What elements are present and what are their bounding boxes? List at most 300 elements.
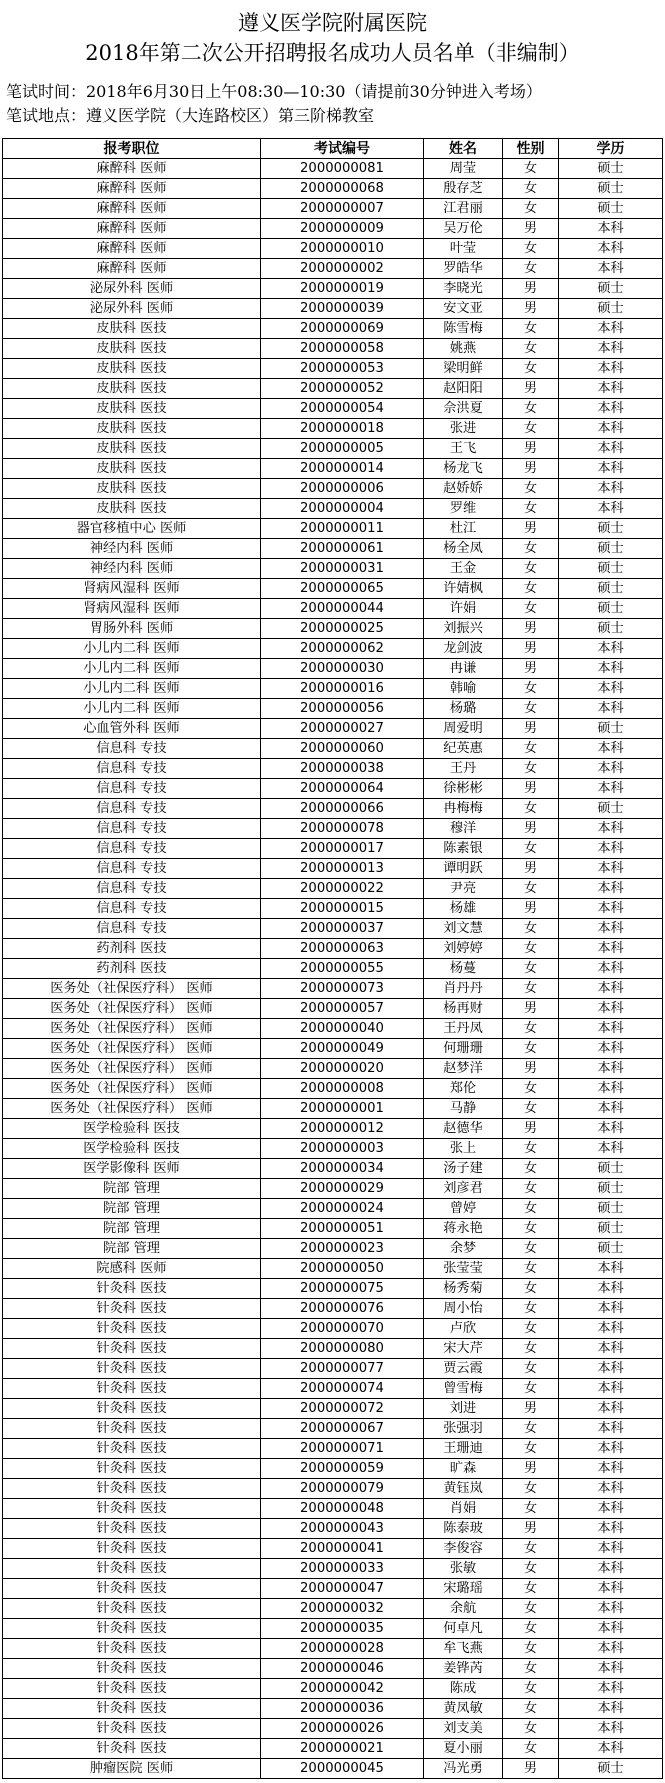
- cell-education: 硕士: [559, 539, 663, 559]
- cell-gender: 女: [503, 1099, 559, 1119]
- cell-name: 穆洋: [424, 819, 503, 839]
- cell-position: 针灸科 医技: [3, 1339, 261, 1359]
- cell-name: 赵梦洋: [424, 1059, 503, 1079]
- cell-gender: 女: [503, 1239, 559, 1259]
- table-row: [3, 1099, 663, 1119]
- table-row: [3, 259, 663, 279]
- cell-education: 本科: [559, 459, 663, 479]
- cell-exam-id: 2000000003: [261, 1139, 424, 1159]
- cell-position: 小儿内二科 医师: [3, 699, 261, 719]
- cell-name: 杨全凤: [424, 539, 503, 559]
- cell-exam-id: 2000000036: [261, 1699, 424, 1719]
- cell-education: 本科: [559, 499, 663, 519]
- cell-education: 硕士: [559, 1179, 663, 1199]
- cell-gender: 男: [503, 719, 559, 739]
- cell-gender: 女: [503, 699, 559, 719]
- table-row: [3, 1119, 663, 1139]
- table-row: [3, 1379, 663, 1399]
- cell-name: 王丹凤: [424, 1019, 503, 1039]
- cell-position: 皮肤科 医技: [3, 379, 261, 399]
- table-row: [3, 859, 663, 879]
- cell-gender: 女: [503, 1679, 559, 1699]
- cell-name: 王丹: [424, 759, 503, 779]
- cell-education: 本科: [559, 1439, 663, 1459]
- cell-position: 医务处（社保医疗科） 医师: [3, 999, 261, 1019]
- table-row: [3, 1699, 663, 1719]
- cell-education: 本科: [559, 1699, 663, 1719]
- cell-exam-id: 2000000057: [261, 999, 424, 1019]
- cell-gender: 女: [503, 1559, 559, 1579]
- cell-position: 针灸科 医技: [3, 1319, 261, 1339]
- cell-name: 夏小丽: [424, 1739, 503, 1759]
- cell-exam-id: 2000000045: [261, 1759, 424, 1779]
- cell-exam-id: 2000000017: [261, 839, 424, 859]
- cell-name: 陈泰玻: [424, 1519, 503, 1539]
- cell-education: 硕士: [559, 519, 663, 539]
- cell-exam-id: 2000000023: [261, 1239, 424, 1259]
- table-row: [3, 619, 663, 639]
- cell-position: 信息科 专技: [3, 839, 261, 859]
- cell-gender: 女: [503, 559, 559, 579]
- cell-name: 牟飞燕: [424, 1639, 503, 1659]
- table-row: [3, 1639, 663, 1659]
- cell-position: 信息科 专技: [3, 779, 261, 799]
- cell-gender: 男: [503, 859, 559, 879]
- cell-position: 皮肤科 医技: [3, 419, 261, 439]
- cell-position: 小儿内二科 医师: [3, 639, 261, 659]
- cell-exam-id: 2000000035: [261, 1619, 424, 1639]
- cell-position: 医务处（社保医疗科） 医师: [3, 1019, 261, 1039]
- cell-education: 本科: [559, 1579, 663, 1599]
- cell-gender: 女: [503, 1499, 559, 1519]
- cell-exam-id: 2000000078: [261, 819, 424, 839]
- cell-name: 罗皓华: [424, 259, 503, 279]
- cell-exam-id: 2000000060: [261, 739, 424, 759]
- cell-exam-id: 2000000062: [261, 639, 424, 659]
- table-row: [3, 179, 663, 199]
- cell-exam-id: 2000000005: [261, 439, 424, 459]
- cell-exam-id: 2000000050: [261, 1259, 424, 1279]
- cell-position: 泌尿外科 医师: [3, 279, 261, 299]
- cell-exam-id: 2000000007: [261, 199, 424, 219]
- cell-exam-id: 2000000025: [261, 619, 424, 639]
- table-row: [3, 159, 663, 179]
- cell-education: 本科: [559, 1099, 663, 1119]
- cell-name: 陈素银: [424, 839, 503, 859]
- header-education: 学历: [559, 139, 663, 159]
- table-row: [3, 599, 663, 619]
- cell-gender: 男: [503, 519, 559, 539]
- table-row: [3, 1299, 663, 1319]
- cell-education: 本科: [559, 1119, 663, 1139]
- table-row: [3, 1279, 663, 1299]
- cell-exam-id: 2000000030: [261, 659, 424, 679]
- cell-education: 本科: [559, 259, 663, 279]
- cell-gender: 女: [503, 239, 559, 259]
- cell-name: 许婧枫: [424, 579, 503, 599]
- cell-gender: 女: [503, 959, 559, 979]
- cell-name: 许娟: [424, 599, 503, 619]
- cell-position: 小儿内二科 医师: [3, 659, 261, 679]
- cell-education: 本科: [559, 839, 663, 859]
- cell-name: 王金: [424, 559, 503, 579]
- cell-exam-id: 2000000001: [261, 1099, 424, 1119]
- cell-name: 纪英惠: [424, 739, 503, 759]
- cell-name: 曾雪梅: [424, 1379, 503, 1399]
- cell-gender: 女: [503, 539, 559, 559]
- cell-position: 针灸科 医技: [3, 1379, 261, 1399]
- cell-position: 麻醉科 医师: [3, 239, 261, 259]
- cell-education: 硕士: [559, 1159, 663, 1179]
- cell-position: 医学检验科 医技: [3, 1139, 261, 1159]
- cell-name: 刘振兴: [424, 619, 503, 639]
- cell-exam-id: 2000000048: [261, 1499, 424, 1519]
- cell-position: 针灸科 医技: [3, 1719, 261, 1739]
- cell-position: 信息科 专技: [3, 799, 261, 819]
- cell-education: 本科: [559, 1259, 663, 1279]
- table-row: [3, 1719, 663, 1739]
- cell-name: 张上: [424, 1139, 503, 1159]
- cell-exam-id: 2000000012: [261, 1119, 424, 1139]
- cell-exam-id: 2000000067: [261, 1419, 424, 1439]
- cell-position: 医务处（社保医疗科） 医师: [3, 979, 261, 999]
- cell-position: 皮肤科 医技: [3, 499, 261, 519]
- table-row: [3, 559, 663, 579]
- cell-exam-id: 2000000039: [261, 299, 424, 319]
- cell-gender: 女: [503, 799, 559, 819]
- cell-education: 本科: [559, 1599, 663, 1619]
- cell-name: 陈成: [424, 1679, 503, 1699]
- cell-exam-id: 2000000058: [261, 339, 424, 359]
- cell-position: 肾病风湿科 医师: [3, 579, 261, 599]
- cell-position: 针灸科 医技: [3, 1499, 261, 1519]
- cell-education: 本科: [559, 1319, 663, 1339]
- cell-position: 皮肤科 医技: [3, 439, 261, 459]
- cell-education: 本科: [559, 359, 663, 379]
- cell-name: 杨雄: [424, 899, 503, 919]
- cell-education: 本科: [559, 1399, 663, 1419]
- cell-position: 针灸科 医技: [3, 1739, 261, 1759]
- cell-name: 刘进: [424, 1399, 503, 1419]
- cell-exam-id: 2000000016: [261, 679, 424, 699]
- table-row: [3, 1219, 663, 1239]
- table-row: [3, 1019, 663, 1039]
- table-row: [3, 659, 663, 679]
- table-row: [3, 1459, 663, 1479]
- cell-gender: 女: [503, 739, 559, 759]
- cell-position: 针灸科 医技: [3, 1419, 261, 1439]
- cell-exam-id: 2000000021: [261, 1739, 424, 1759]
- cell-education: 本科: [559, 339, 663, 359]
- table-row: [3, 1539, 663, 1559]
- cell-education: 硕士: [559, 299, 663, 319]
- cell-education: 本科: [559, 1499, 663, 1519]
- cell-position: 皮肤科 医技: [3, 399, 261, 419]
- cell-name: 刘支美: [424, 1719, 503, 1739]
- cell-position: 院部 管理: [3, 1199, 261, 1219]
- cell-exam-id: 2000000038: [261, 759, 424, 779]
- cell-position: 针灸科 医技: [3, 1399, 261, 1419]
- cell-exam-id: 2000000011: [261, 519, 424, 539]
- cell-position: 医务处（社保医疗科） 医师: [3, 1079, 261, 1099]
- cell-name: 杨璐: [424, 699, 503, 719]
- table-row: [3, 1619, 663, 1639]
- cell-position: 信息科 专技: [3, 739, 261, 759]
- cell-exam-id: 2000000055: [261, 959, 424, 979]
- cell-exam-id: 2000000026: [261, 1719, 424, 1739]
- cell-position: 医学检验科 医技: [3, 1119, 261, 1139]
- cell-gender: 男: [503, 819, 559, 839]
- cell-name: 梁明鲜: [424, 359, 503, 379]
- cell-exam-id: 2000000070: [261, 1319, 424, 1339]
- cell-education: 本科: [559, 1039, 663, 1059]
- table-header-row: [3, 139, 663, 159]
- cell-position: 胃肠外科 医师: [3, 619, 261, 639]
- cell-position: 药剂科 医技: [3, 939, 261, 959]
- table-row: [3, 359, 663, 379]
- cell-education: 本科: [559, 479, 663, 499]
- table-row: [3, 639, 663, 659]
- cell-position: 针灸科 医技: [3, 1479, 261, 1499]
- cell-exam-id: 2000000041: [261, 1539, 424, 1559]
- cell-name: 谭明跃: [424, 859, 503, 879]
- cell-education: 本科: [559, 1619, 663, 1639]
- cell-exam-id: 2000000033: [261, 1559, 424, 1579]
- cell-education: 本科: [559, 1719, 663, 1739]
- applicant-table: [2, 138, 663, 1779]
- cell-position: 肿瘤医院 医师: [3, 1759, 261, 1779]
- cell-education: 本科: [559, 1079, 663, 1099]
- cell-name: 马静: [424, 1099, 503, 1119]
- table-row: [3, 439, 663, 459]
- cell-exam-id: 2000000068: [261, 179, 424, 199]
- cell-position: 医学影像科 医师: [3, 1159, 261, 1179]
- document-title-line2: 2018年第二次公开招聘报名成功人员名单（非编制）: [85, 41, 580, 65]
- table-row: [3, 519, 663, 539]
- cell-education: 本科: [559, 1739, 663, 1759]
- cell-exam-id: 2000000056: [261, 699, 424, 719]
- cell-education: 本科: [559, 1559, 663, 1579]
- table-row: [3, 839, 663, 859]
- cell-position: 针灸科 医技: [3, 1439, 261, 1459]
- header-gender: 性别: [503, 139, 559, 159]
- cell-exam-id: 2000000053: [261, 359, 424, 379]
- cell-exam-id: 2000000052: [261, 379, 424, 399]
- cell-education: 本科: [559, 1479, 663, 1499]
- cell-name: 叶莹: [424, 239, 503, 259]
- cell-exam-id: 2000000015: [261, 899, 424, 919]
- header-exam-id: 考试编号: [261, 139, 424, 159]
- cell-gender: 女: [503, 979, 559, 999]
- cell-name: 王飞: [424, 439, 503, 459]
- cell-gender: 女: [503, 199, 559, 219]
- cell-education: 本科: [559, 699, 663, 719]
- cell-education: 硕士: [559, 599, 663, 619]
- cell-exam-id: 2000000071: [261, 1439, 424, 1459]
- table-row: [3, 1059, 663, 1079]
- table-row: [3, 579, 663, 599]
- cell-gender: 女: [503, 919, 559, 939]
- table-row: [3, 1739, 663, 1759]
- cell-education: 本科: [559, 419, 663, 439]
- cell-education: 本科: [559, 1419, 663, 1439]
- cell-gender: 男: [503, 1459, 559, 1479]
- cell-exam-id: 2000000034: [261, 1159, 424, 1179]
- cell-gender: 女: [503, 1319, 559, 1339]
- cell-name: 宋大芹: [424, 1339, 503, 1359]
- cell-name: 汤子建: [424, 1159, 503, 1179]
- cell-position: 医务处（社保医疗科） 医师: [3, 1099, 261, 1119]
- cell-education: 本科: [559, 219, 663, 239]
- cell-exam-id: 2000000073: [261, 979, 424, 999]
- table-row: [3, 419, 663, 439]
- table-row: [3, 899, 663, 919]
- cell-exam-id: 2000000069: [261, 319, 424, 339]
- cell-name: 刘彦君: [424, 1179, 503, 1199]
- cell-gender: 男: [503, 899, 559, 919]
- cell-education: 本科: [559, 679, 663, 699]
- cell-name: 佘洪夏: [424, 399, 503, 419]
- cell-education: 硕士: [559, 199, 663, 219]
- table-row: [3, 1179, 663, 1199]
- cell-name: 罗维: [424, 499, 503, 519]
- cell-position: 皮肤科 医技: [3, 459, 261, 479]
- cell-position: 针灸科 医技: [3, 1299, 261, 1319]
- table-row: [3, 539, 663, 559]
- table-row: [3, 1199, 663, 1219]
- cell-position: 小儿内二科 医师: [3, 679, 261, 699]
- cell-position: 麻醉科 医师: [3, 219, 261, 239]
- cell-exam-id: 2000000020: [261, 1059, 424, 1079]
- table-row: [3, 1319, 663, 1339]
- cell-name: 李晓光: [424, 279, 503, 299]
- cell-gender: 男: [503, 1059, 559, 1079]
- cell-name: 何卓凡: [424, 1619, 503, 1639]
- cell-exam-id: 2000000054: [261, 399, 424, 419]
- cell-education: 本科: [559, 659, 663, 679]
- cell-position: 神经内科 医师: [3, 539, 261, 559]
- table-row: [3, 999, 663, 1019]
- cell-education: 本科: [559, 919, 663, 939]
- cell-name: 黄钰岚: [424, 1479, 503, 1499]
- cell-exam-id: 2000000006: [261, 479, 424, 499]
- cell-position: 麻醉科 医师: [3, 199, 261, 219]
- cell-gender: 男: [503, 219, 559, 239]
- cell-name: 张强羽: [424, 1419, 503, 1439]
- cell-name: 王珊迪: [424, 1439, 503, 1459]
- cell-gender: 女: [503, 1179, 559, 1199]
- cell-gender: 女: [503, 1539, 559, 1559]
- table-row: [3, 1239, 663, 1259]
- cell-education: 本科: [559, 1279, 663, 1299]
- table-row: [3, 1659, 663, 1679]
- cell-name: 何珊珊: [424, 1039, 503, 1059]
- cell-name: 肖娟: [424, 1499, 503, 1519]
- cell-position: 药剂科 医技: [3, 959, 261, 979]
- cell-name: 冉梅梅: [424, 799, 503, 819]
- cell-gender: 女: [503, 1299, 559, 1319]
- cell-exam-id: 2000000044: [261, 599, 424, 619]
- cell-position: 神经内科 医师: [3, 559, 261, 579]
- cell-position: 医务处（社保医疗科） 医师: [3, 1059, 261, 1079]
- cell-education: 本科: [559, 379, 663, 399]
- table-row: [3, 459, 663, 479]
- cell-position: 针灸科 医技: [3, 1699, 261, 1719]
- cell-position: 针灸科 医技: [3, 1519, 261, 1539]
- cell-gender: 女: [503, 1359, 559, 1379]
- table-row: [3, 1359, 663, 1379]
- cell-gender: 男: [503, 379, 559, 399]
- cell-name: 杜江: [424, 519, 503, 539]
- cell-name: 蒋永艳: [424, 1219, 503, 1239]
- cell-name: 尹亮: [424, 879, 503, 899]
- cell-education: 本科: [559, 1679, 663, 1699]
- cell-position: 信息科 专技: [3, 859, 261, 879]
- cell-position: 信息科 专技: [3, 759, 261, 779]
- cell-name: 赵阳阳: [424, 379, 503, 399]
- cell-gender: 女: [503, 399, 559, 419]
- cell-name: 周莹: [424, 159, 503, 179]
- cell-position: 针灸科 医技: [3, 1599, 261, 1619]
- cell-position: 信息科 专技: [3, 879, 261, 899]
- cell-position: 针灸科 医技: [3, 1619, 261, 1639]
- cell-education: 本科: [559, 1059, 663, 1079]
- cell-education: 硕士: [559, 559, 663, 579]
- table-row: [3, 979, 663, 999]
- cell-exam-id: 2000000064: [261, 779, 424, 799]
- cell-exam-id: 2000000059: [261, 1459, 424, 1479]
- cell-gender: 女: [503, 839, 559, 859]
- cell-name: 杨蔓: [424, 959, 503, 979]
- cell-name: 杨龙飞: [424, 459, 503, 479]
- cell-education: 硕士: [559, 799, 663, 819]
- cell-education: 硕士: [559, 159, 663, 179]
- table-row: [3, 279, 663, 299]
- cell-exam-id: 2000000065: [261, 579, 424, 599]
- table-row: [3, 1519, 663, 1539]
- cell-gender: 女: [503, 1019, 559, 1039]
- cell-education: 本科: [559, 399, 663, 419]
- cell-name: 冉谦: [424, 659, 503, 679]
- cell-education: 硕士: [559, 1199, 663, 1219]
- cell-name: 殷存芝: [424, 179, 503, 199]
- cell-position: 针灸科 医技: [3, 1279, 261, 1299]
- cell-gender: 女: [503, 1219, 559, 1239]
- table-row: [3, 959, 663, 979]
- cell-gender: 男: [503, 1399, 559, 1419]
- table-row: [3, 239, 663, 259]
- cell-gender: 女: [503, 1599, 559, 1619]
- cell-gender: 男: [503, 639, 559, 659]
- cell-education: 本科: [559, 239, 663, 259]
- cell-gender: 女: [503, 1479, 559, 1499]
- cell-exam-id: 2000000002: [261, 259, 424, 279]
- cell-name: 张莹莹: [424, 1259, 503, 1279]
- table-row: [3, 339, 663, 359]
- cell-exam-id: 2000000013: [261, 859, 424, 879]
- cell-exam-id: 2000000049: [261, 1039, 424, 1059]
- cell-name: 江君丽: [424, 199, 503, 219]
- table-row: [3, 1439, 663, 1459]
- cell-gender: 女: [503, 1699, 559, 1719]
- cell-position: 皮肤科 医技: [3, 359, 261, 379]
- cell-gender: 女: [503, 259, 559, 279]
- cell-exam-id: 2000000079: [261, 1479, 424, 1499]
- table-row: [3, 919, 663, 939]
- cell-name: 姚燕: [424, 339, 503, 359]
- cell-education: 硕士: [559, 1219, 663, 1239]
- cell-exam-id: 2000000037: [261, 919, 424, 939]
